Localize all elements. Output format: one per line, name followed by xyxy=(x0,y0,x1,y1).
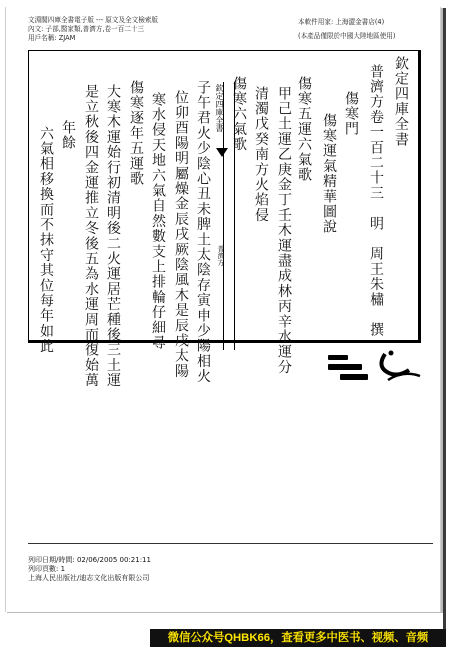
header-user-name: ZJAM xyxy=(58,34,76,43)
text-column: 普濟方卷一百二十三 明 周王朱橚 撰 xyxy=(368,64,384,338)
header-content-path: 內文: 子部,醫家類,普濟方,卷一百二十三 xyxy=(28,25,145,34)
page-header-right xyxy=(298,18,395,41)
header-user-label: 用戶名稱: xyxy=(28,34,57,43)
fish-tail-subtitle: 普濟方 xyxy=(217,245,225,266)
header-notice: (本產品僅限於中國大陸地區使用) xyxy=(298,32,396,41)
text-column: 甲己土運乙庚金丁壬木運盡成林丙辛水運分 xyxy=(276,86,292,375)
print-pages-value: 1 xyxy=(60,565,66,573)
text-column: 年餘 xyxy=(60,120,76,151)
text-column: 子午君火少陰心丑未脾土太陰存寅申少陽相火 xyxy=(195,80,211,384)
text-column: 是立秋後四金運推立冬後五為水運周而復始萬 xyxy=(83,84,99,388)
page-header-left xyxy=(28,16,158,44)
watermark-banner: 微信公众号QHBK66，查看更多中医书、视频、音频 xyxy=(150,629,446,647)
header-user-row xyxy=(28,34,158,43)
footer-divider xyxy=(28,543,433,544)
header-product: 文淵閣四庫全書電子版 --- 原文及全文檢索版 xyxy=(28,16,159,24)
page-edge xyxy=(443,8,446,638)
print-pages-label: 列印頁數: xyxy=(28,565,59,573)
publisher-line: 上海人民出版社/迪志文化出版有限公司 xyxy=(28,574,150,582)
text-column: 位卯酉陽明屬燥金辰戌厥陰風木是辰戌太陽 xyxy=(173,90,189,379)
text-column: 傷寒運氣精華圖說 xyxy=(321,113,337,235)
text-column: 傷寒門 xyxy=(343,91,359,137)
text-column: 寒水侵天地六氣自然數支上排輪仔細尋 xyxy=(150,92,166,351)
text-column: 欽定四庫全書 xyxy=(393,56,409,148)
text-column: 大寒木運始行初清明後二火運居芒種後三土運 xyxy=(105,84,121,388)
text-column: 傷寒五運六氣歌 xyxy=(296,76,312,183)
column-rule xyxy=(28,50,29,341)
print-date-label: 列印日期/時間: xyxy=(28,556,75,564)
text-column: 傷寒逐年五運歌 xyxy=(128,80,144,187)
header-licensee: 本軟件用家: 上海澀金書店(4) xyxy=(298,18,385,26)
publisher-logo xyxy=(328,350,422,384)
text-column: 六氣相移換而不抹守其位每年如此 xyxy=(38,126,54,354)
text-column: 清濁戊癸南方火焰侵 xyxy=(253,86,269,223)
text-column: 傷寒六氣歌 xyxy=(231,76,247,152)
fish-tail-mark xyxy=(216,148,228,157)
fish-tail-title: 欽定四庫全書 xyxy=(215,84,224,132)
print-date-value: 02/06/2005 00:21:11 xyxy=(76,556,151,564)
